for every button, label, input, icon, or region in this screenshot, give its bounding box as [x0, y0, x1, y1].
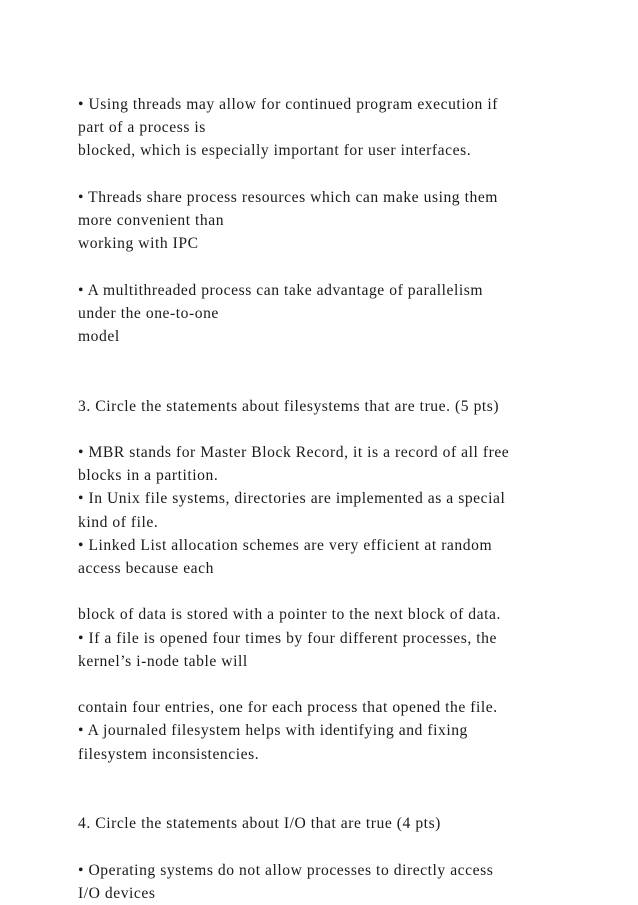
text-line: model: [78, 328, 120, 345]
blank-line: [78, 673, 618, 696]
text-line: filesystem inconsistencies.: [78, 745, 260, 763]
text-line: • If a file is opened four times by four different processes, the: [78, 629, 497, 647]
text-line: kind of file.: [78, 513, 159, 531]
blank-line: [78, 580, 618, 603]
blank-line: [78, 348, 618, 371]
text-line: • Linked List allocation schemes are very efficient at random: [78, 536, 493, 554]
question-heading: 4. Circle the statements about I/O that are true (4 pts): [78, 815, 441, 833]
blank-line: [78, 255, 618, 278]
text-line: kernel’s i-node table will: [78, 652, 248, 670]
text-line: • In Unix file systems, directories are implemented as a special: [78, 490, 506, 508]
question-heading: 3. Circle the statements about filesystems that are true. (5 pts): [78, 397, 500, 415]
text-line: under the one-to-one: [78, 304, 219, 322]
blank-line: [78, 163, 618, 186]
text-line: more convenient than: [78, 212, 225, 229]
document-text: [78, 93, 618, 905]
text-line: • Operating systems do not allow processes to directly access: [78, 861, 494, 879]
text-line: • MBR stands for Master Block Record, it is a record of all free: [78, 443, 510, 461]
blank-line: [78, 789, 618, 812]
text-line: • A journaled filesystem helps with identifying and fixing: [78, 722, 468, 740]
text-line: • A multithreaded process can take advantage of parallelism: [78, 281, 484, 299]
text-line: I/O devices: [78, 884, 156, 902]
blank-line: [78, 766, 618, 789]
blank-line: [78, 418, 618, 441]
text-line: access because each: [78, 559, 214, 577]
blank-line: [78, 835, 618, 858]
text-line: contain four entries, one for each process that opened the file.: [78, 699, 498, 717]
blank-line: [78, 371, 618, 394]
text-line: block of data is stored with a pointer to the next block of data.: [78, 606, 501, 624]
text-line: working with IPC: [78, 235, 199, 253]
text-line: • Using threads may allow for continued program execution if: [78, 96, 498, 113]
text-line: part of a process is: [78, 119, 206, 137]
text-line: blocks in a partition.: [78, 467, 219, 485]
text-line: • Threads share process resources which can make using them: [78, 188, 498, 206]
text-line: blocked, which is especially important for user interfaces.: [78, 142, 472, 160]
